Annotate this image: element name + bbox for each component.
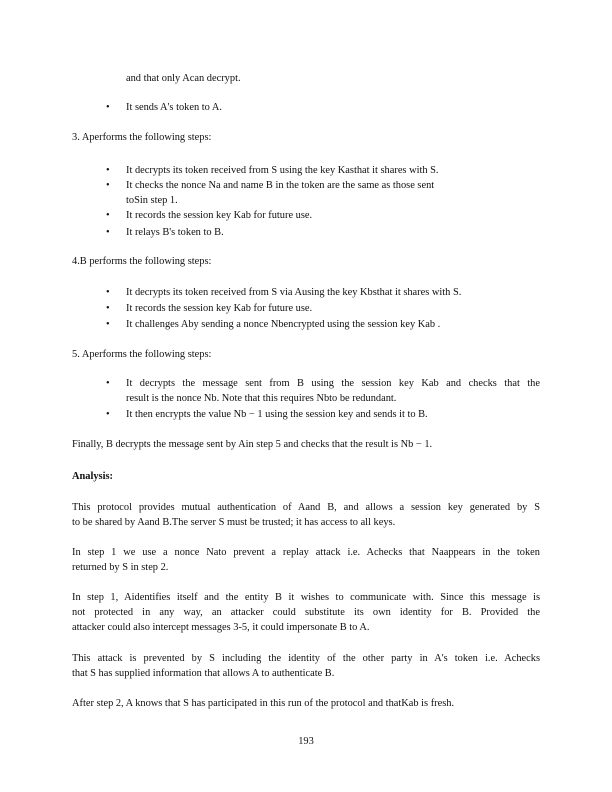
- analysis-p4-line: This attack is prevented by S including the identity of the other party in A's token i.e. Achecks: [72, 653, 540, 664]
- bullet-marker: •: [106, 165, 110, 176]
- bullet-text-continuation: toSin step 1.: [126, 195, 178, 206]
- bullet-text-continuation: result is the nonce Nb. Note that this requires Nbto be redundant.: [126, 393, 397, 404]
- bullet-text: It decrypts its token received from S via Ausing the key Kbsthat it shares with S.: [126, 287, 462, 298]
- bullet-marker: •: [106, 210, 110, 221]
- analysis-p1-line: to be shared by Aand B.The server S must be trusted; it has access to all keys.: [72, 517, 396, 528]
- bullet-marker: •: [106, 409, 110, 420]
- bullet-text: It then encrypts the value Nb − 1 using the session key and sends it to B.: [126, 409, 428, 420]
- analysis-p4-line: that S has supplied information that allows A to authenticate B.: [72, 668, 335, 679]
- step5-heading: 5. Aperforms the following steps:: [72, 349, 212, 360]
- step3-heading: 3. Aperforms the following steps:: [72, 132, 212, 143]
- bullet-text: It decrypts its token received from S using the key Kasthat it shares with S.: [126, 165, 439, 176]
- analysis-p5: After step 2, A knows that S has participated in this run of the protocol and thatKab is fresh.: [72, 698, 455, 709]
- bullet-marker: •: [106, 102, 110, 113]
- bullet-text: It decrypts the message sent from B using the session key Kab and checks that the: [126, 378, 540, 389]
- bullet-text: It challenges Aby sending a nonce Nbencrypted using the session key Kab .: [126, 319, 441, 330]
- bullet-marker: •: [106, 180, 110, 191]
- analysis-p2-line: In step 1 we use a nonce Nato prevent a replay attack i.e. Achecks that Naappears in the token: [72, 547, 540, 558]
- bullet-text: It records the session key Kab for future use.: [126, 303, 313, 314]
- analysis-p3-line: not protected in any way, an attacker could substitute its own identity for B. Provided the: [72, 607, 540, 618]
- analysis-p1-line: This protocol provides mutual authentication of Aand B, and allows a session key generated by S: [72, 502, 540, 513]
- bullet-text: It relays B's token to B.: [126, 227, 224, 238]
- bullet-marker: •: [106, 227, 110, 238]
- continuation-line: and that only Acan decrypt.: [126, 73, 241, 84]
- bullet-marker: •: [106, 287, 110, 298]
- bullet-marker: •: [106, 378, 110, 389]
- finally-paragraph: Finally, B decrypts the message sent by Ain step 5 and checks that the result is Nb − 1.: [72, 439, 433, 450]
- analysis-p3-line: attacker could also intercept messages 3-5, it could impersonate B to A.: [72, 622, 370, 633]
- bullet-marker: •: [106, 303, 110, 314]
- bullet-text: It checks the nonce Na and name B in the token are the same as those sent: [126, 180, 435, 191]
- step4-heading: 4.B performs the following steps:: [72, 256, 212, 267]
- bullet-text: It records the session key Kab for future use.: [126, 210, 313, 221]
- bullet-text: It sends A's token to A.: [126, 102, 222, 113]
- analysis-p2-line: returned by S in step 2.: [72, 562, 169, 573]
- analysis-heading: Analysis:: [72, 471, 113, 482]
- analysis-p3-line: In step 1, Aidentifies itself and the entity B it wishes to communicate with. Since this message is: [72, 592, 540, 603]
- bullet-marker: •: [106, 319, 110, 330]
- page-number: 193: [298, 736, 314, 747]
